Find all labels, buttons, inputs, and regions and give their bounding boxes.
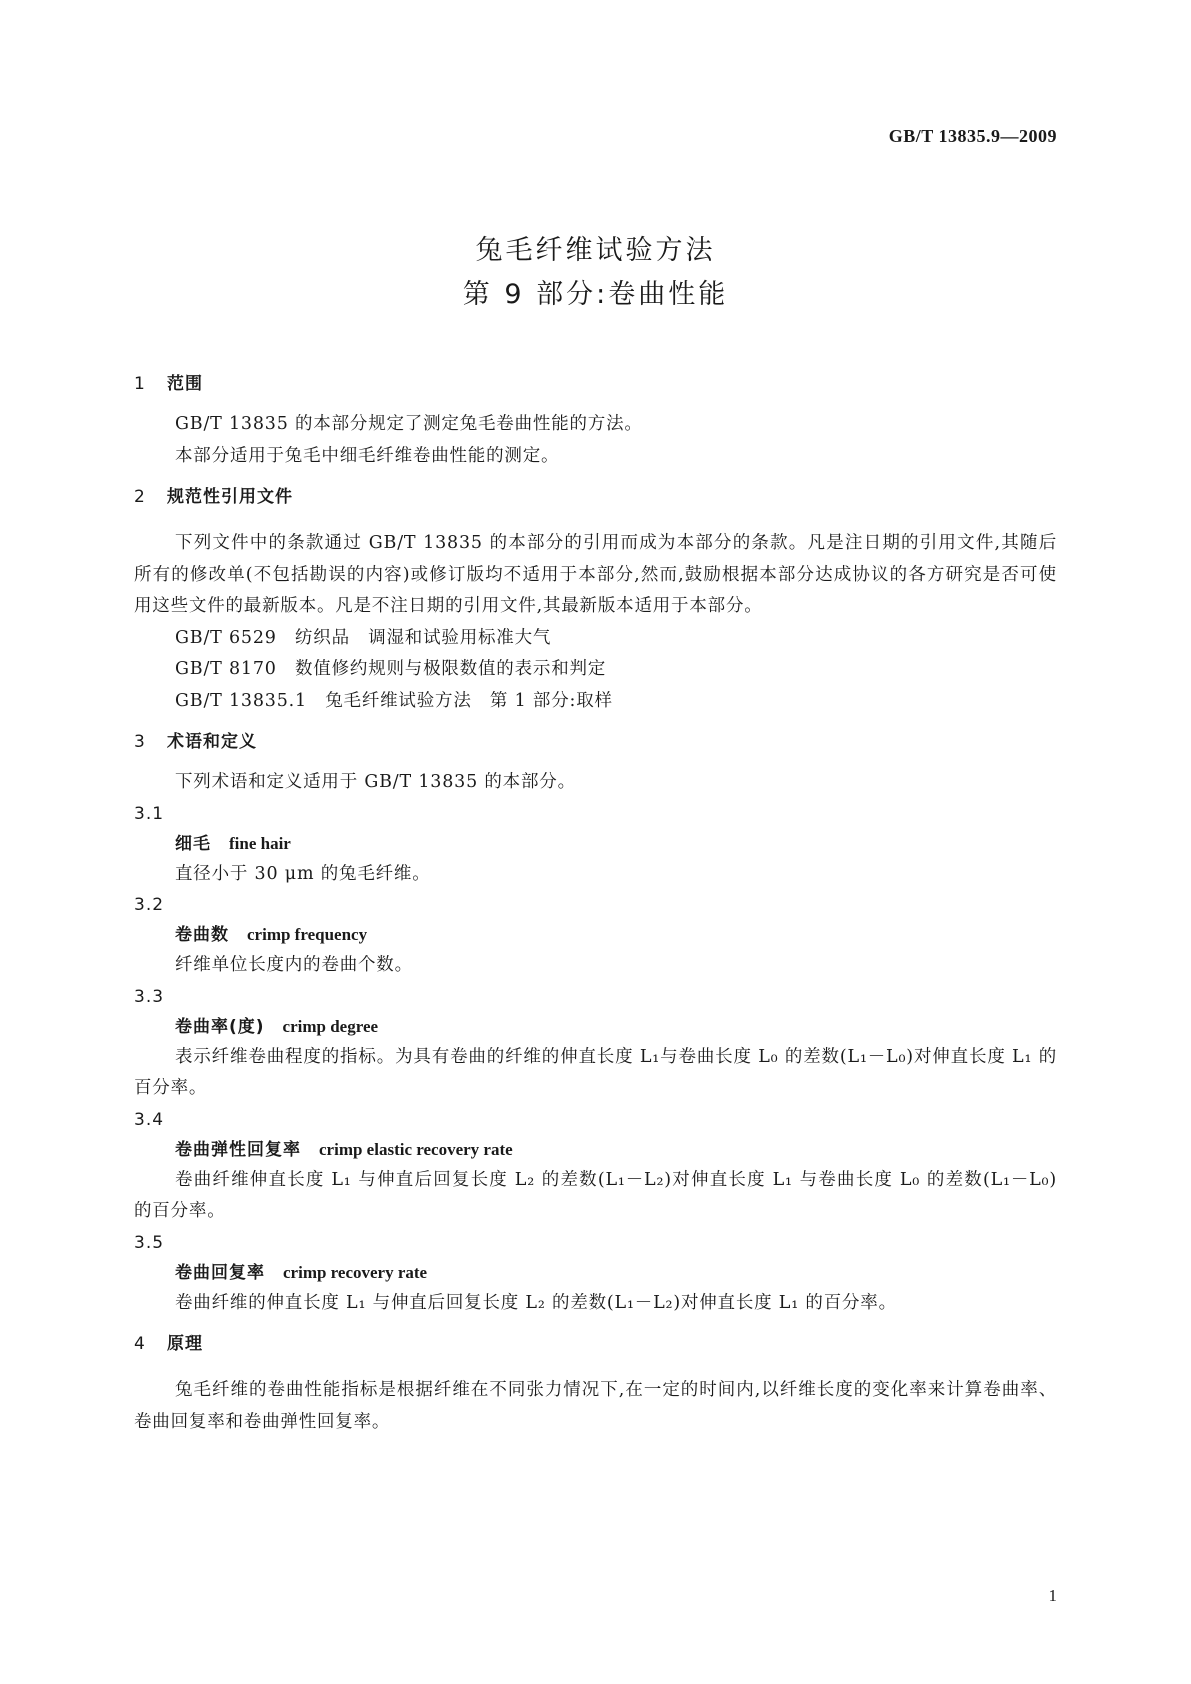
- term-en: crimp frequency: [247, 925, 368, 944]
- term-zh: 卷曲弹性回复率: [175, 1139, 301, 1160]
- term-en: crimp recovery rate: [283, 1262, 428, 1282]
- reference-item: GB/T 6529 纺织品 调湿和试验用标准大气: [175, 627, 552, 648]
- section-4-heading: [134, 1327, 1057, 1361]
- term-zh: 卷曲回复率: [175, 1262, 265, 1283]
- term-heading: [134, 1135, 1057, 1165]
- term-definition: 卷曲纤维的伸直长度 L₁ 与伸直后回复长度 L₂ 的差数(L₁－L₂)对伸直长度 L₁ 的百分率。: [175, 1292, 897, 1313]
- section-2-paragraph-1: 下列文件中的条款通过 GB/T 13835 的本部分的引用而成为本部分的条款。凡是注日期的引用文件,其随后所有的修改单(不包括勘误的内容)或修订版均不适用于本部分,然而,鼓励根据本部分达成协议的各方研究是否可使用这些文件的最新版本。凡是不注日期的引用文件,其最新版本适用于本部分。: [134, 533, 1057, 616]
- section-title: 原理: [167, 1334, 203, 1354]
- section-1-heading: [134, 367, 1057, 401]
- term-zh: 卷曲数: [175, 925, 229, 945]
- section-1-paragraph-1: GB/T 13835 的本部分规定了测定兔毛卷曲性能的方法。: [175, 414, 643, 434]
- section-number: 1: [134, 374, 146, 394]
- term-en: fine hair: [229, 833, 291, 853]
- term-definition: 直径小于 30 μm 的兔毛纤维。: [175, 863, 431, 884]
- section-2-heading: [134, 480, 1057, 514]
- section-title: 范围: [167, 374, 203, 394]
- section-number: 2: [134, 487, 146, 507]
- term-number: 3.5: [134, 1232, 165, 1253]
- term-heading: [134, 920, 1057, 950]
- section-number: 4: [134, 1334, 146, 1354]
- section-4-paragraph-1: 兔毛纤维的卷曲性能指标是根据纤维在不同张力情况下,在一定的时间内,以纤维长度的变化率来计算卷曲率、卷曲回复率和卷曲弹性回复率。: [134, 1380, 1057, 1432]
- section-1-paragraph-2: 本部分适用于兔毛中细毛纤维卷曲性能的测定。: [175, 445, 560, 466]
- section-title: 术语和定义: [167, 732, 257, 752]
- term-en: crimp degree: [282, 1016, 379, 1036]
- section-number: 3: [134, 732, 146, 752]
- term-heading: [134, 829, 1057, 859]
- term-number: 3.2: [134, 895, 165, 915]
- term-heading: [134, 1012, 1057, 1042]
- title-line-1: 兔毛纤维试验方法: [475, 235, 716, 266]
- term-heading: [134, 1258, 1057, 1288]
- reference-item: GB/T 8170 数值修约规则与极限数值的表示和判定: [175, 659, 607, 679]
- title-line-2: 第 9 部分:卷曲性能: [462, 279, 729, 310]
- standard-number: GB/T 13835.9—2009: [888, 126, 1057, 146]
- section-3-heading: [134, 725, 1057, 759]
- term-en: crimp elastic recovery rate: [319, 1139, 513, 1159]
- document-body: [134, 367, 1057, 1438]
- section-title: 规范性引用文件: [167, 487, 293, 507]
- reference-item: GB/T 13835.1 兔毛纤维试验方法 第 1 部分:取样: [175, 690, 613, 711]
- term-definition: 卷曲纤维伸直长度 L₁ 与伸直后回复长度 L₂ 的差数(L₁－L₂)对伸直长度 L₁ 与卷曲长度 L₀ 的差数(L₁－L₀)的百分率。: [134, 1169, 1057, 1221]
- term-number: 3.1: [134, 803, 165, 824]
- term-zh: 卷曲率(度): [175, 1016, 265, 1037]
- section-3-intro: 下列术语和定义适用于 GB/T 13835 的本部分。: [175, 772, 576, 792]
- term-definition: 纤维单位长度内的卷曲个数。: [175, 955, 413, 975]
- term-number: 3.3: [134, 986, 165, 1007]
- term-definition: 表示纤维卷曲程度的指标。为具有卷曲的纤维的伸直长度 L₁与卷曲长度 L₀ 的差数(L₁－L₀)对伸直长度 L₁ 的百分率。: [134, 1046, 1057, 1098]
- term-zh: 细毛: [175, 833, 211, 854]
- term-number: 3.4: [134, 1109, 165, 1130]
- page-number: 1: [1048, 1586, 1057, 1605]
